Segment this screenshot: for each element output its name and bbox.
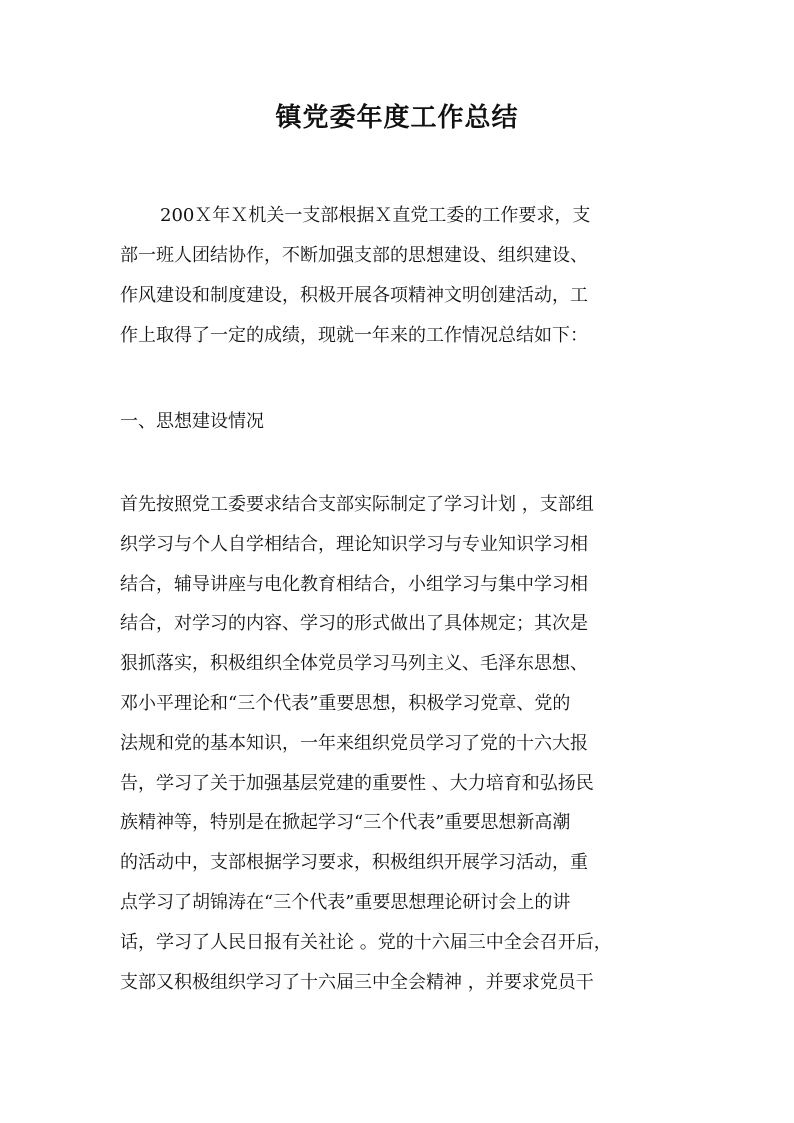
paragraph-line: 首先按照党工委要求结合支部实际制定了学习计划 ，支部组 [120, 494, 594, 515]
intro-line: 部一班人团结协作，不断加强支部的思想建设、组织建设、 [120, 245, 588, 266]
intro-line: 作上取得了一定的成绩，现就一年来的工作情况总结如下： [120, 325, 588, 346]
section-1-paragraph [120, 485, 690, 1002]
paragraph-line: 法规和党的基本知识，一年来组织党员学习了党的十六大报 [120, 732, 588, 754]
paragraph-line: 结合，对学习的内容、学习的形式做出了具体规定；其次是 [120, 613, 588, 635]
paragraph-line: 族精神等，特别是在掀起学习“三个代表”重要思想新高潮 [120, 812, 571, 834]
paragraph-line: 结合，辅导讲座与电化教育相结合，小组学习与集中学习相 [120, 573, 588, 595]
paragraph-line: 狠抓落实，积极组织全体党员学习马列主义、毛泽东思想、 [120, 653, 588, 675]
paragraph-line: 邓小平理论和“三个代表”重要思想，积极学习党章、党的 [120, 692, 571, 714]
document-title: 镇党委年度工作总结 [275, 103, 519, 133]
intro-paragraph [120, 196, 680, 356]
paragraph-line: 的活动中，支部根据学习要求，积极组织开展学习活动，重 [120, 852, 588, 874]
paragraph-line: 话，学习了人民日报有关社论 。党的十六届三中全会召开后， [120, 931, 612, 953]
paragraph-line: 织学习与个人自学相结合，理论知识学习与专业知识学习相 [120, 533, 588, 555]
paragraph-line: 告，学习了关于加强基层党建的重要性 、大力培育和弘扬民 [120, 772, 594, 794]
section-heading-ideology: 一、思想建设情况 [120, 411, 264, 432]
paragraph-line: 点学习了胡锦涛在“三个代表”重要思想理论研讨会上的讲 [120, 891, 571, 913]
intro-line: 作风建设和制度建设，积极开展各项精神文明创建活动，工 [120, 285, 588, 306]
intro-line: 200Ｘ年Ｘ机关一支部根据Ｘ直党工委的工作要求，支 [160, 205, 591, 226]
paragraph-line: 支部又积极组织学习了十六届三中全会精神 ，并要求党员干 [120, 971, 594, 993]
